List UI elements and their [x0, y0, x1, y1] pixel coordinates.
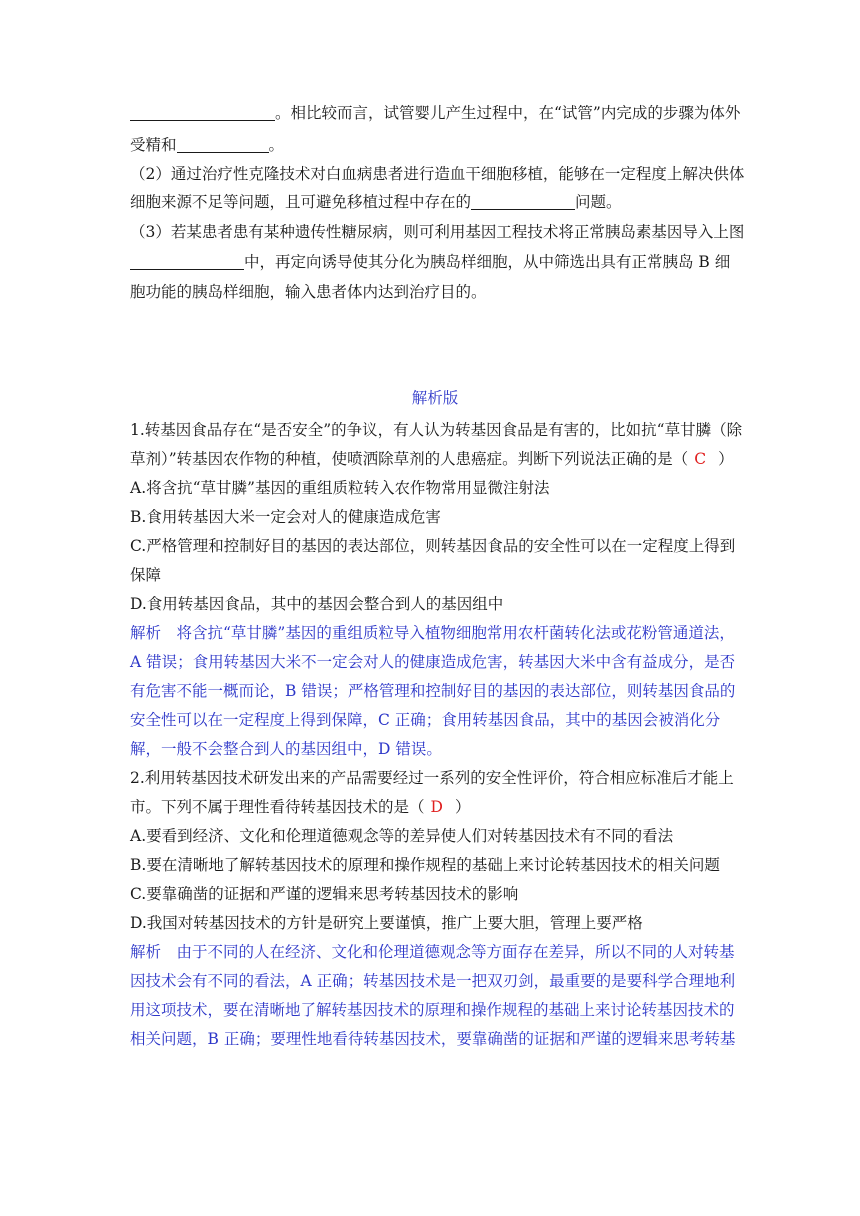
q1-option-b: B.食用转基因大米一定会对人的健康造成危害 — [130, 508, 441, 526]
q2-option-c: C.要靠确凿的证据和严谨的逻辑来思考转基因技术的影响 — [130, 885, 519, 903]
answer-blank[interactable] — [177, 136, 269, 153]
q2-explanation-line-2: 因技术会有不同的看法，A 正确；转基因技术是一把双刃剑，最重要的是要科学合理地利 — [130, 972, 736, 990]
q2-explanation-line-1: 解析 由于不同的人在经济、文化和伦理道德观念等方面存在差异，所以不同的人对转基 — [130, 943, 735, 961]
q2-stem-line-2: 市。下列不属于理性看待转基因技术的是（ D ） — [130, 798, 471, 816]
q1-stem-line-1: 1.转基因食品存在“是否安全”的争议，有人认为转基因食品是有害的，比如抗“草甘膦（除 — [130, 421, 743, 439]
q1-stem-line-2: 草剂）”转基因农作物的种植，使喷洒除草剂的人患癌症。判断下列说法正确的是（ C ） — [130, 450, 734, 468]
q1-option-a: A.将含抗“草甘膦”基因的重组质粒转入农作物常用显微注射法 — [130, 479, 550, 497]
q2-explanation-line-4: 相关问题，B 正确；要理性地看待转基因技术，要靠确凿的证据和严谨的逻辑来思考转基 — [130, 1030, 736, 1048]
q1-explanation-line-2: A 错误；食用转基因大米不一定会对人的健康造成危害，转基因大米中含有益成分，是否 — [130, 653, 736, 671]
q1-explanation-line-4: 安全性可以在一定程度上得到保障，C 正确；食用转基因食品，其中的基因会被消化分 — [130, 711, 721, 729]
q1-explanation-line-1: 解析 将含抗“草甘膦”基因的重组质粒导入植物细胞常用农杆菌转化法或花粉管通道法， — [130, 624, 735, 642]
q1-option-c-line-1: C.严格管理和控制好目的基因的表达部位，则转基因食品的安全性可以在一定程度上得到 — [130, 537, 736, 555]
q1-option-c-line-2: 保障 — [130, 566, 162, 584]
q3-line-2: 中，再定向诱导使其分化为胰岛样细胞，从中筛选出具有正常胰岛 B 细 — [130, 252, 740, 272]
q2-option-b: B.要在清晰地了解转基因技术的原理和操作规程的基础上来讨论转基因技术的相关问题 — [130, 856, 720, 874]
answer-blank[interactable] — [130, 253, 244, 270]
q2-option-a: A.要看到经济、文化和伦理道德观念等的差异使人们对转基因技术有不同的看法 — [130, 827, 674, 845]
q1-explanation-line-5: 解，一般不会整合到人的基因组中，D 错误。 — [130, 740, 442, 758]
q-prev-line-2: 受精和 。 — [130, 136, 285, 154]
q3-line-1: （3）若某患者患有某种遗传性糖尿病，则可利用基因工程技术将正常胰岛素基因导入上图 — [130, 223, 745, 241]
q1-answer: C — [694, 450, 707, 468]
section-title: 解析版 — [411, 389, 459, 407]
q3-line-3: 胞功能的胰岛样细胞，输入患者体内达到治疗目的。 — [130, 283, 487, 301]
q2-explanation-line-3: 用这项技术，要在清晰地了解转基因技术的原理和操作规程的基础上来讨论转基因技术的 — [130, 1001, 735, 1019]
q1-explanation-line-3: 有危害不能一概而论，B 错误；严格管理和控制好目的基因的表达部位，则转基因食品的 — [130, 682, 736, 700]
q2-option-d: D.我国对转基因技术的方针是研究上要谨慎，推广上要大胆，管理上要严格 — [130, 914, 643, 932]
q2-line-2: 细胞来源不足等问题，且可避免移植过程中存在的 问题。 — [130, 193, 622, 211]
q2-line-1: （2）通过治疗性克隆技术对白血病患者进行造血干细胞移植，能够在一定程度上解决供体 — [130, 165, 745, 183]
q2-answer: D — [430, 798, 443, 816]
q2-stem-line-1: 2.利用转基因技术研发出来的产品需要经过一系列的安全性评价，符合相应标准后才能上 — [130, 769, 734, 787]
answer-blank[interactable] — [130, 104, 275, 121]
q1-option-d: D.食用转基因食品，其中的基因会整合到人的基因组中 — [130, 595, 504, 613]
answer-blank[interactable] — [471, 193, 575, 210]
q-prev-line-1: 。相比较而言，试管婴儿产生过程中，在“试管”内完成的步骤为体外 — [130, 103, 740, 123]
